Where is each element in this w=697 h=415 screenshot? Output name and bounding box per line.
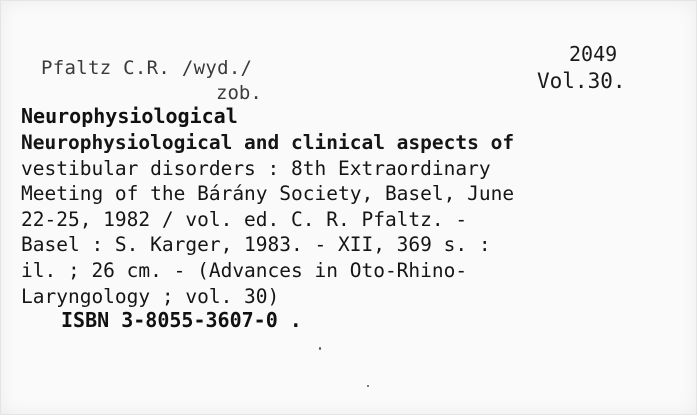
- description-line: Basel : S. Karger, 1983. - XII, 369 s. :: [21, 233, 491, 257]
- subject-heading: Neurophysiological: [21, 104, 238, 128]
- call-number: 2049: [569, 42, 618, 66]
- isbn-line: ISBN 3-8055-3607-0 .: [61, 308, 302, 332]
- description-line: Meeting of the Bárány Society, Basel, June: [21, 182, 515, 206]
- description-line: il. ; 26 cm. - (Advances in Oto-Rhino-: [21, 258, 468, 282]
- cross-reference-note: zob.: [216, 82, 262, 104]
- description-line: 22-25, 1982 / vol. ed. C. R. Pfaltz. -: [21, 207, 468, 231]
- bibliographic-description: [21, 130, 514, 309]
- author-line: Pfaltz C.R. /wyd./: [41, 57, 253, 79]
- ink-speck: [319, 347, 321, 350]
- volume-number: Vol.30.: [537, 69, 626, 93]
- description-line: Laryngology ; vol. 30): [21, 284, 280, 308]
- ink-speck: [367, 385, 369, 387]
- description-line: Neurophysiological and clinical aspects of: [21, 131, 515, 154]
- description-line: vestibular disorders : 8th Extraordinary: [21, 156, 491, 180]
